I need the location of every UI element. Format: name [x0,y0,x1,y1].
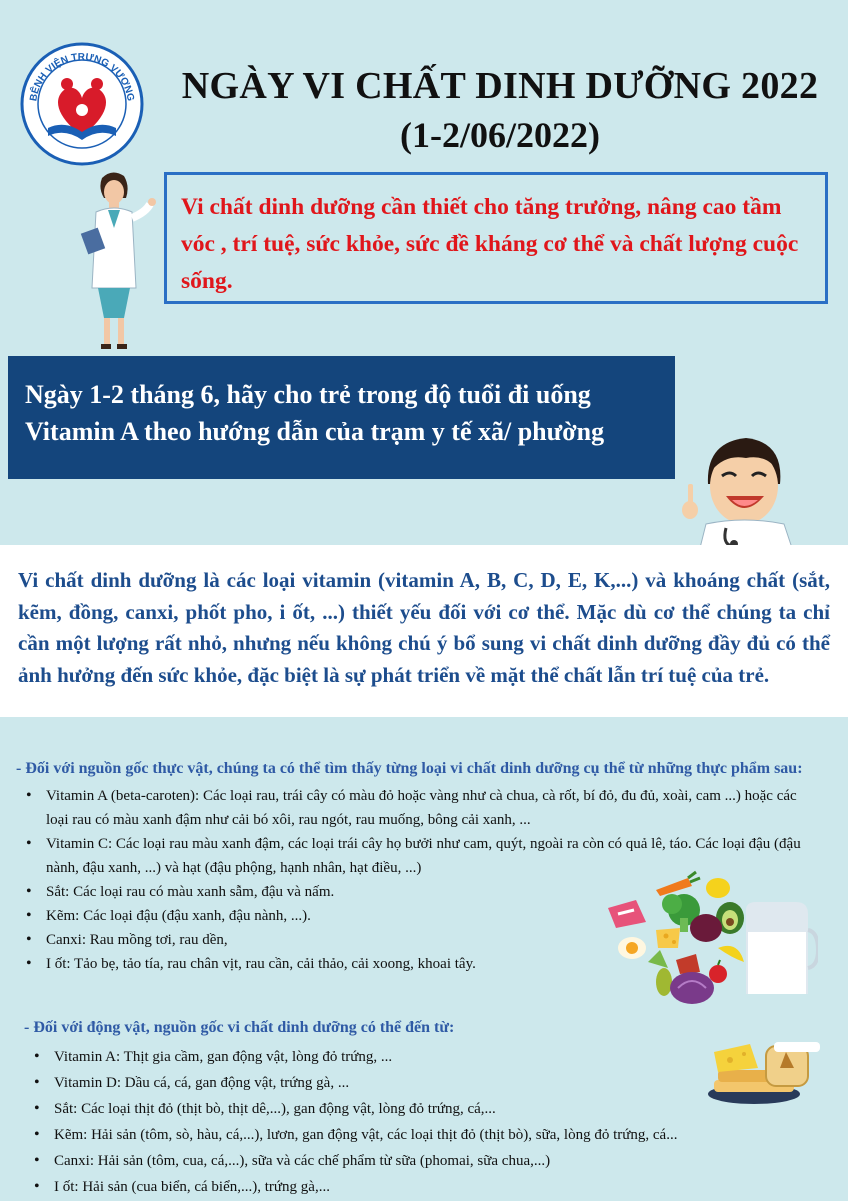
list-item: • Vitamin A: Thịt gia cầm, gan động vật, lòng đỏ trứng, ... [54,1045,814,1069]
banner-line-2: Vitamin A theo hướng dẫn của trạm y tế xã/ phường [25,417,605,446]
list-item: • Vitamin C: Các loại rau màu xanh đậm, các loại trái cây họ bưởi như cam, quýt, ngoài ra còn có quả lê, táo. Các loại đậu (đậu nành, đậu xanh, ...) và hạt (đậu phộng, hạnh nhân, hạt điều, ...) [46,832,816,880]
event-dates: (1-2/06/2022) [400,115,600,155]
callout-box: Vi chất dinh dưỡng cần thiết cho tăng trưởng, nâng cao tầm vóc , trí tuệ, sức khỏe, sức đề kháng cơ thể và chất lượng cuộc sống. [164,172,828,304]
page-title: NGÀY VI CHẤT DINH DƯỠNG 2022 [181,65,819,107]
animal-sources-section [24,1016,814,1201]
list-item: • Kẽm: Các loại đậu (đậu xanh, đậu nành, ...). [46,904,816,928]
hospital-logo [18,40,146,168]
food-illustration [596,870,818,1018]
female-doctor-illustration [74,168,166,354]
animal-sources-list [24,1045,814,1199]
plant-sources-heading: - Đối với nguồn gốc thực vật, chúng ta có thể tìm thấy từng loại vi chất dinh dưỡng cụ thể từ những thực phẩm sau: [16,760,803,777]
list-item: • I ốt: Hải sản (cua biển, cá biển,...), trứng gà,... [54,1175,814,1199]
title-block [160,62,840,160]
animal-sources-heading: - Đối với động vật, nguồn gốc vi chất dinh dưỡng có thể đến từ: [24,1019,455,1036]
banner-line-1: Ngày 1-2 tháng 6, hãy cho trẻ trong độ tuổi đi uống [25,380,591,409]
list-item: • Sắt: Các loại thịt đỏ (thịt bò, thịt dê,...), gan động vật, lòng đỏ trứng, cá,... [54,1097,814,1121]
logo-text: BỆNH VIỆN TRƯNG VƯƠNG [28,51,136,103]
list-item: • I ốt: Tảo bẹ, tảo tía, rau chân vịt, rau cần, cải thảo, cải xoong, khoai tây. [46,952,816,976]
list-item: • Canxi: Rau mồng tơi, rau dền, [46,928,816,952]
list-item: • Kẽm: Hải sản (tôm, sò, hàu, cá,...), lươn, gan động vật, các loại thịt đỏ (thịt bò), sữa, lòng đỏ trứng, cá... [54,1123,814,1147]
list-item: • Vitamin D: Dầu cá, cá, gan động vật, trứng gà, ... [54,1071,814,1095]
intro-paragraph: Vi chất dinh dưỡng là các loại vitamin (vitamin A, B, C, D, E, K,...) và khoáng chất (sắt, kẽm, đồng, canxi, phốt pho, i ốt, ...) thiết yếu đối với cơ thể. Mặc dù cơ thể chúng ta chỉ cần một lượng rất nhỏ, nhưng nếu không chú ý bổ sung vi chất dinh dưỡng đầy đủ có thể ảnh hưởng đến sức khỏe, đặc biệt là sự phát triển về mặt thể chất lẫn trí tuệ của trẻ. [0,545,848,717]
list-item: • Canxi: Hải sản (tôm, cua, cá,...), sữa và các chế phẩm từ sữa (phomai, sữa chua,...) [54,1149,814,1173]
list-item: • Vitamin A (beta-caroten): Các loại rau, trái cây có màu đỏ hoặc vàng như cà chua, cà rốt, bí đỏ, đu đủ, xoài, cam ...) hoặc các loại rau có màu xanh đậm như cải bó xôi, rau ngót, rau muống, bông cải xanh, ... [46,784,816,832]
male-doctor-illustration [676,424,814,548]
vitamin-a-banner [8,356,675,479]
list-item: • Sắt: Các loại rau có màu xanh sẫm, đậu và nấm. [46,880,816,904]
